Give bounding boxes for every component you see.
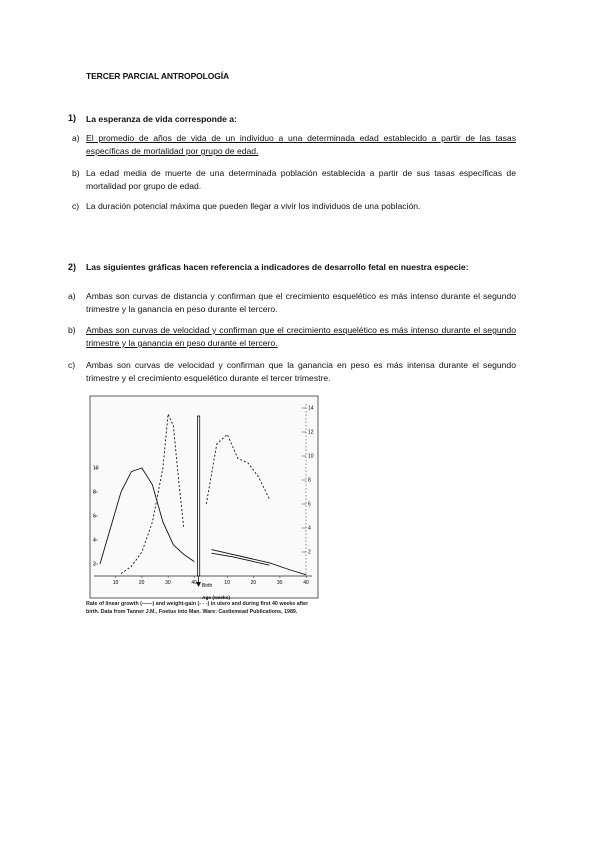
y-right-tick-label: 8 [308, 477, 311, 484]
x-axis-label: Age (weeks) [202, 596, 230, 601]
x-tick-label-prenatal: 20 [138, 580, 145, 586]
x-tick-label-postnatal: 40 [303, 580, 309, 586]
y-left-tick-label: 6 [93, 513, 96, 520]
figure-caption: Rate of linear growth (——) and weight-gain (- - -) in utero and during first 40 weeks after birth. Data from Tanner J.M., Foetus into Man. Ware: Castlemead Publications, 1989. [86, 601, 309, 616]
q2-option-a-text: Ambas son curvas de distancia y confirman que el crecimiento esquelético es más intenso durante el segundo trimestre y la ganancia en peso durante el tercero. [86, 291, 516, 314]
y-right-tick-label: 6 [308, 501, 311, 508]
y-right-tick-label: 12 [308, 429, 314, 436]
x-tick-label-prenatal: 30 [165, 580, 171, 586]
q2-option-a-letter: a) [68, 291, 76, 301]
q1-option-c-text: La duración potencial máxima que pueden llegar a vivir los individuos de una población. [86, 201, 421, 211]
y-right-tick-label: 14 [308, 405, 314, 412]
y-right-tick-label: 10 [308, 453, 314, 460]
question-2-number: 2) [68, 262, 77, 272]
q2-option-c-letter: c) [68, 360, 76, 370]
q1-option-c-letter: c) [72, 201, 80, 211]
birth-label: Birth [202, 583, 213, 589]
question-1-text: La esperanza de vida corresponde a: [86, 114, 237, 124]
y-left-tick-label: 10 [93, 465, 99, 472]
x-tick-label-postnatal: 20 [250, 580, 257, 586]
x-tick-label-prenatal: 40 [191, 580, 197, 586]
y-right-tick-label: 4 [308, 525, 311, 532]
question-2-text: Las siguientes gráficas hacen referencia a indicadores de desarrollo fetal en nuestra especie: [86, 262, 469, 272]
y-right-tick-label: 2 [308, 549, 311, 556]
q2-option-c-text: Ambas son curvas de velocidad y confirman que la ganancia en peso es más intensa durante el segundo trimestre y el crecimiento esquelético durante el tercer trimestre. [86, 360, 516, 383]
y-left-tick-label: 2 [93, 561, 96, 568]
question-1-number: 1) [68, 113, 77, 123]
q2-option-b-letter: b) [68, 325, 76, 335]
q1-option-b-text: La edad media de muerte de una determinada población establecida a partir de sus tasas específicas de mortalidad por grupo de edad. [86, 168, 516, 191]
q1-option-b-letter: b) [72, 168, 80, 178]
q1-option-a-letter: a) [72, 133, 80, 143]
page-title: TERCER PARCIAL ANTROPOLOGÍA [86, 71, 230, 81]
q1-option-a-text: El promedio de años de vida de un individuo a una determinada edad establecido a partir de las tasas específicas de mortalidad por grupo de edad. [86, 133, 516, 156]
y-left-tick-label: 4 [93, 537, 96, 544]
y-left-tick-label: 8 [93, 489, 96, 496]
q2-option-b-text: Ambas son curvas de velocidad y confirman que el crecimiento esquelético es más intenso durante el segundo trimestre y la ganancia en peso durante el tercero. [86, 325, 516, 348]
x-tick-label-postnatal: 30 [276, 580, 283, 586]
x-tick-label-postnatal: 10 [224, 580, 230, 586]
x-tick-label-prenatal: 10 [112, 580, 119, 586]
